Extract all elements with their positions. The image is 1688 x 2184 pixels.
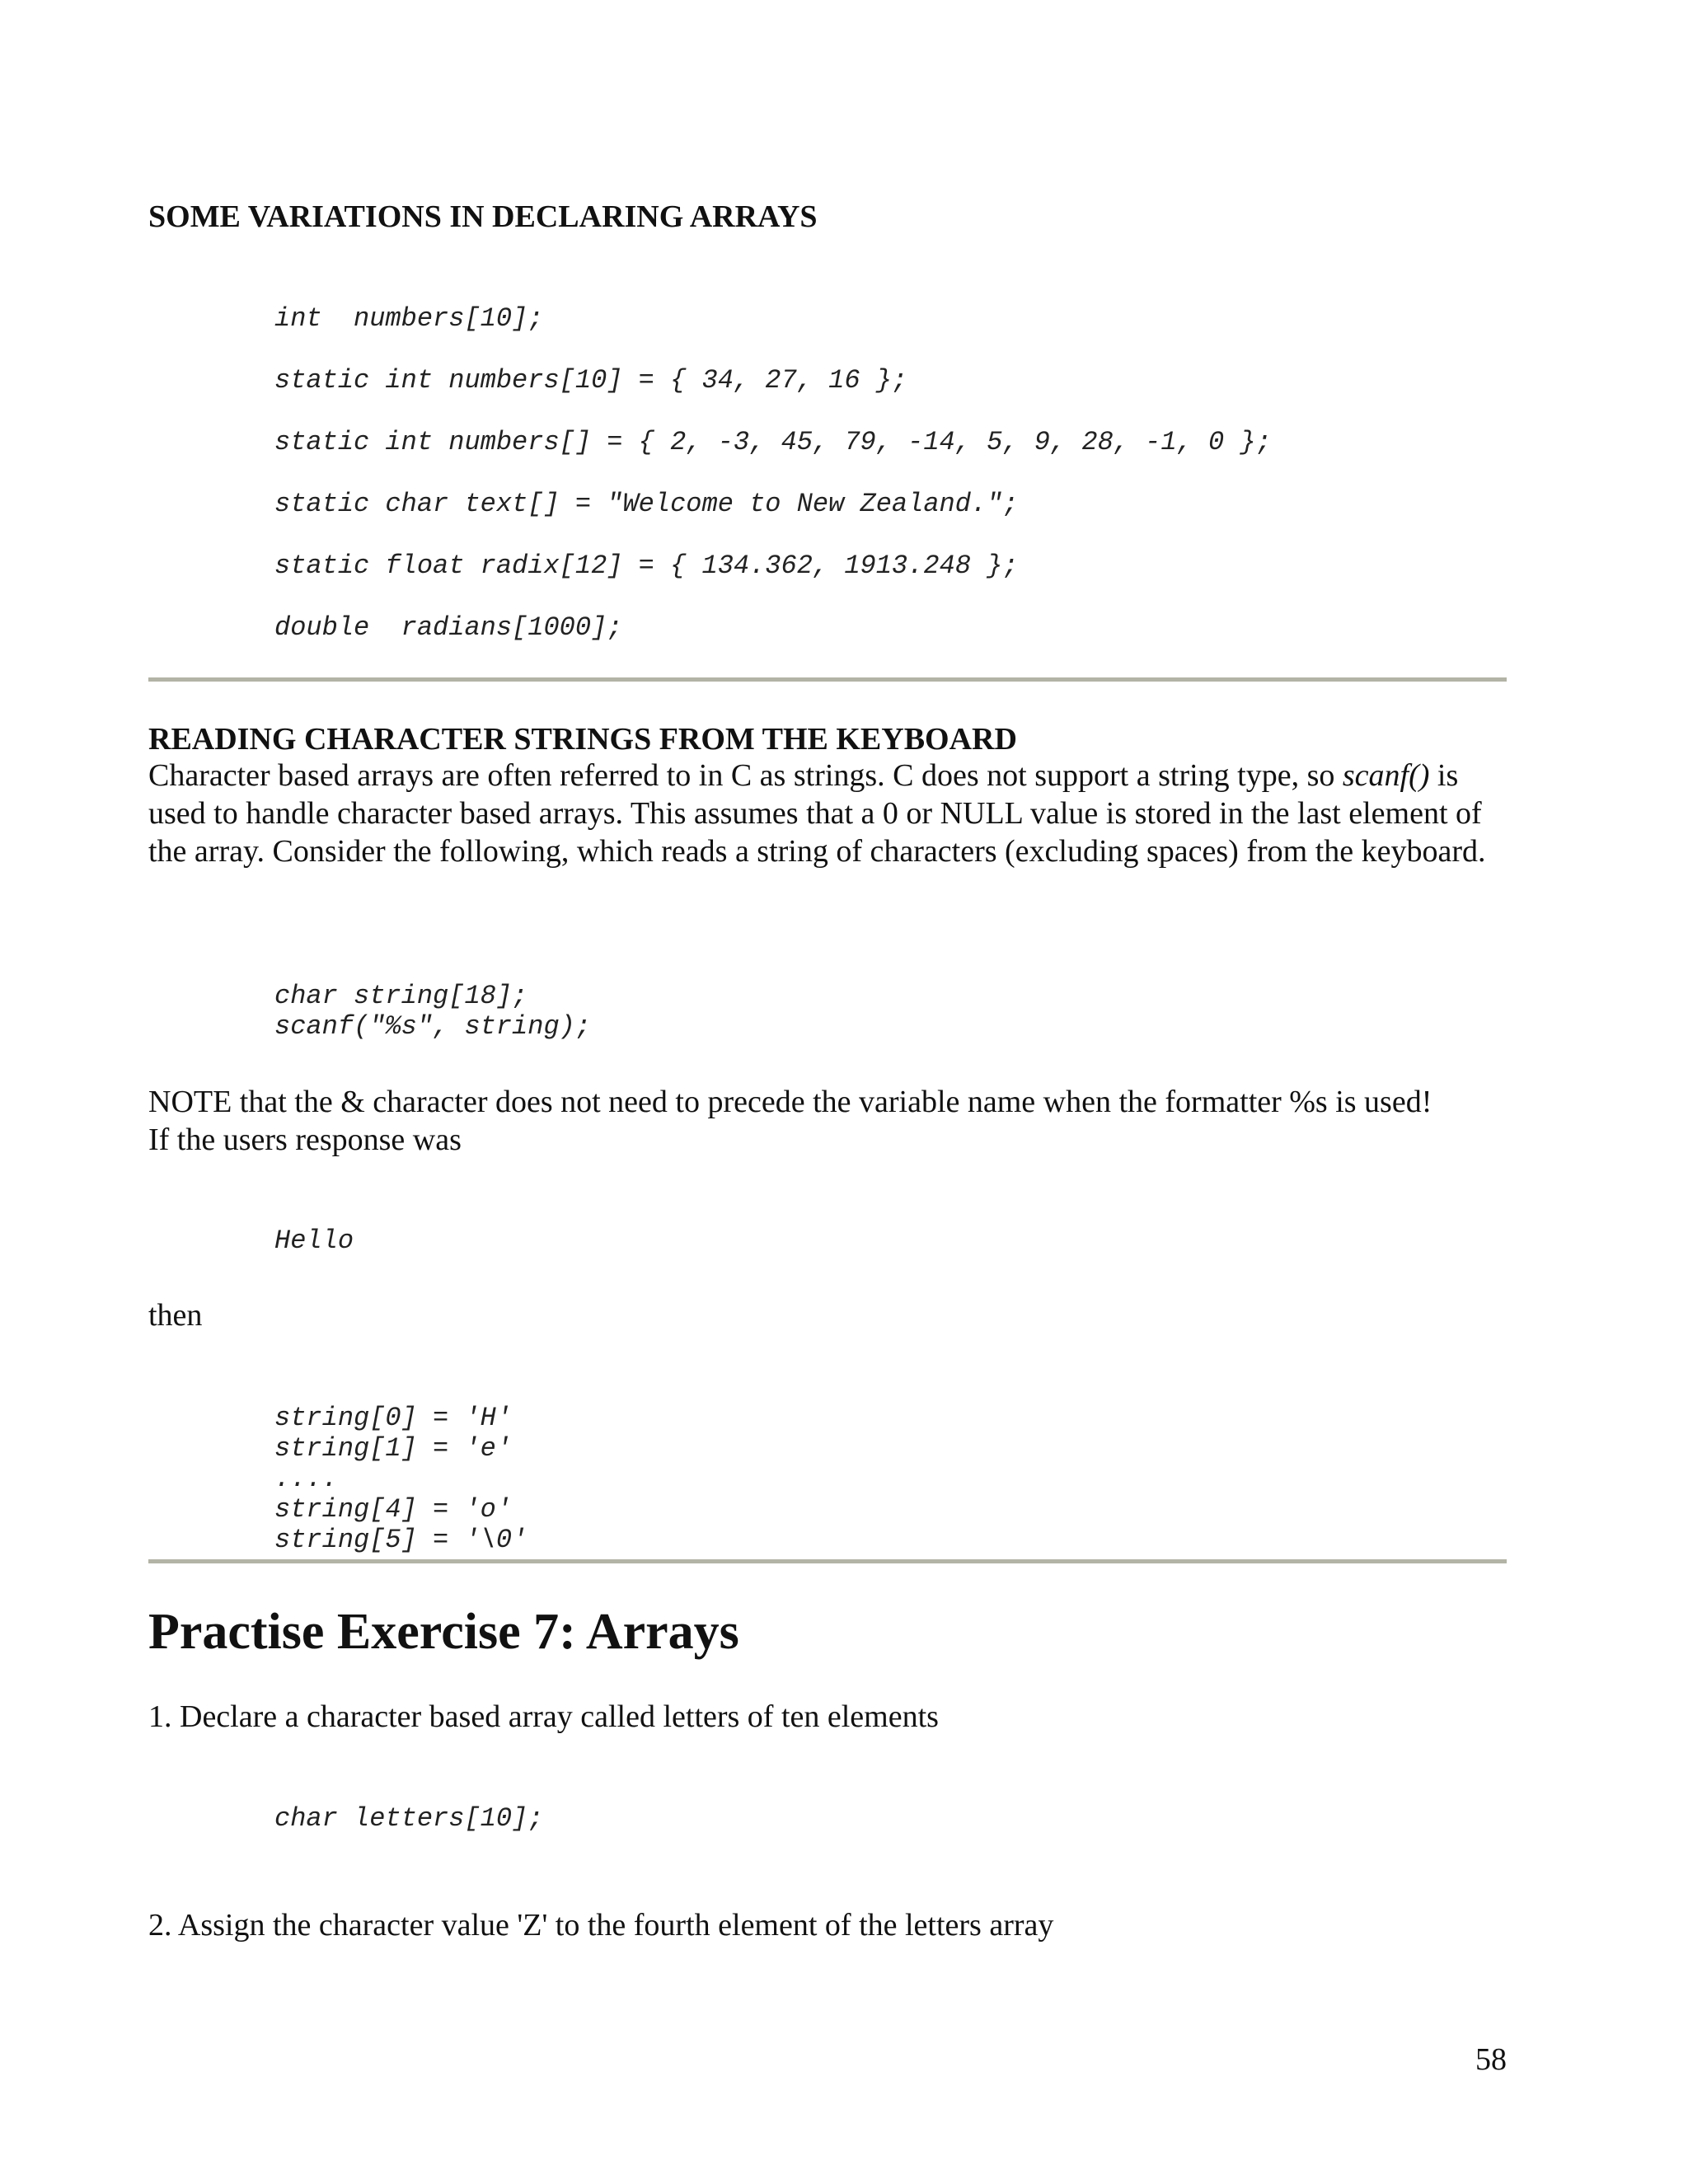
intro-text-end: is used to handle character based arrays. This assumes that a 0 or NULL value is stored in the last element of the array. Consider the following, which reads a string of characters (excluding spaces) from the keyboard. [148, 758, 1486, 869]
exercise-question-2: 2. Assign the character value 'Z' to the fourth element of the letters array [148, 1908, 1054, 1943]
page-number: 58 [1475, 2042, 1507, 2077]
section-heading-declaring-arrays: SOME VARIATIONS IN DECLARING ARRAYS [148, 199, 818, 234]
user-response-example: Hello [274, 1226, 354, 1256]
horizontal-divider [148, 677, 1507, 682]
scanf-function-name: scanf() [1342, 758, 1430, 793]
code-scanf-call: scanf("%s", string); [274, 1011, 592, 1042]
result-line-2: string[1] = 'e' [274, 1433, 513, 1464]
note-line-2: If the users response was [148, 1122, 462, 1157]
section-heading-reading-strings: READING CHARACTER STRINGS FROM THE KEYBOARD [148, 722, 1017, 757]
horizontal-divider-2 [148, 1559, 1507, 1563]
result-line-5: string[5] = '\0' [274, 1525, 528, 1555]
exercise-answer-1: char letters[10]; [274, 1803, 544, 1834]
code-line-5: static float radix[12] = { 134.362, 1913.248 }; [274, 551, 1019, 581]
code-line-1: int numbers[10]; [274, 303, 544, 334]
code-line-2: static int numbers[10] = { 34, 27, 16 }; [274, 365, 908, 396]
exercise-title: Practise Exercise 7: Arrays [148, 1604, 739, 1660]
result-line-3: .... [274, 1464, 338, 1494]
code-line-4: static char text[] = "Welcome to New Zealand."; [274, 489, 1019, 519]
result-line-1: string[0] = 'H' [274, 1403, 513, 1433]
then-text: then [148, 1298, 203, 1333]
note-line-1: NOTE that the & character does not need to precede the variable name when the formatter %s is used! [148, 1085, 1432, 1119]
exercise-question-1: 1. Declare a character based array called letters of ten elements [148, 1699, 939, 1734]
code-declare-string: char string[18]; [274, 981, 528, 1011]
code-line-3: static int numbers[] = { 2, -3, 45, 79, -14, 5, 9, 28, -1, 0 }; [274, 427, 1272, 457]
intro-paragraph [148, 757, 1508, 870]
code-line-6: double radians[1000]; [274, 612, 623, 643]
intro-text-start: Character based arrays are often referred to in C as strings. C does not support a string type, so [148, 758, 1343, 793]
result-line-4: string[4] = 'o' [274, 1494, 513, 1525]
